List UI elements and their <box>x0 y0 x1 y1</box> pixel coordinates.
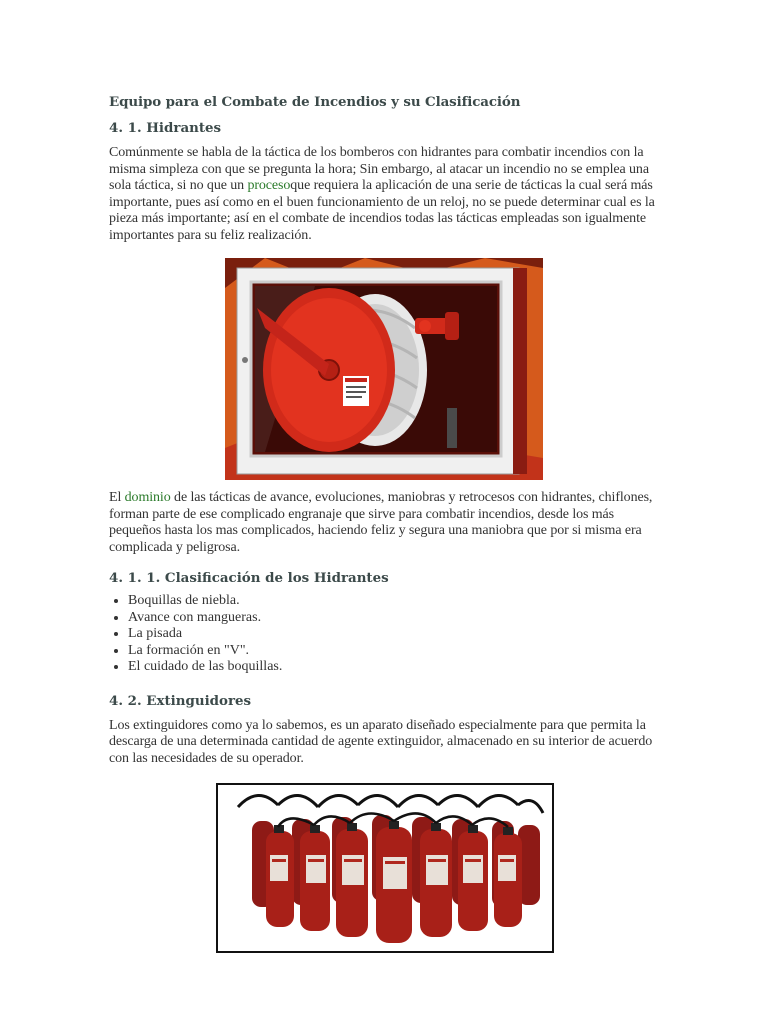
document-title: Equipo para el Combate de Incendios y su Clasificación <box>109 94 521 110</box>
paragraph-text: El <box>109 490 125 505</box>
document-content <box>109 94 659 953</box>
list-item: • El cuidado de las boquillas. <box>128 659 659 676</box>
section-heading-extinguidores: 4. 2. Extinguidores <box>109 692 252 709</box>
link-proceso[interactable]: proceso <box>247 178 291 193</box>
paragraph-text: que requiera la aplicación de una serie de tácticas la cual será más importante, pues así como en el buen funcionamiento de un reloj, no se puede determinar cual es la pieza más importante; así en el combate de incendios todas las tácticas empleadas son igualmente importantes para su feliz realización. <box>109 178 655 243</box>
section-heading-clasificacion: 4. 1. 1. Clasificación de los Hidrantes <box>109 570 389 586</box>
classification-list <box>109 593 659 676</box>
paragraph-extinguidores: Los extinguidores como ya lo sabemos, es un aparato diseñado especialmente para que permita la descarga de una determinada cantidad de agente extinguidor, almacenado en su interior de acuerdo con las necesidades de su operador. <box>109 717 653 766</box>
hose-reel-illustration <box>225 258 543 480</box>
paragraph-text: de las tácticas de avance, evoluciones, maniobras y retrocesos con hidrantes, chiflones, forman parte de ese complicado engranaje que sirve para combatir incendios, desde los más pequeños hasta los mas complicados, haciendo feliz y segura una maniobra que por si misma era complicada y peligrosa. <box>109 490 653 555</box>
list-item: • Avance con mangueras. <box>128 610 659 627</box>
fire-extinguishers-image <box>216 783 554 953</box>
list-item: • La formación en "V". <box>128 643 659 660</box>
list-item: • La pisada <box>128 626 659 643</box>
paragraph-hidrantes-intro <box>109 145 659 244</box>
link-dominio[interactable]: dominio <box>124 490 171 505</box>
extinguishers-illustration <box>218 785 552 951</box>
hose-reel-cabinet-image <box>225 258 543 480</box>
list-item: • Boquillas de niebla. <box>128 593 659 610</box>
section-heading-hidrantes: 4. 1. Hidrantes <box>109 120 222 136</box>
paragraph-dominio <box>109 490 659 556</box>
paragraph-text: Comúnmente se habla de la táctica de los bomberos con hidrantes para combatir incendios con la misma simpleza con que se pregunta la hora; Sin embargo, al atacar un incendio no se emplea una sola táctica, si no que un <box>109 145 649 193</box>
